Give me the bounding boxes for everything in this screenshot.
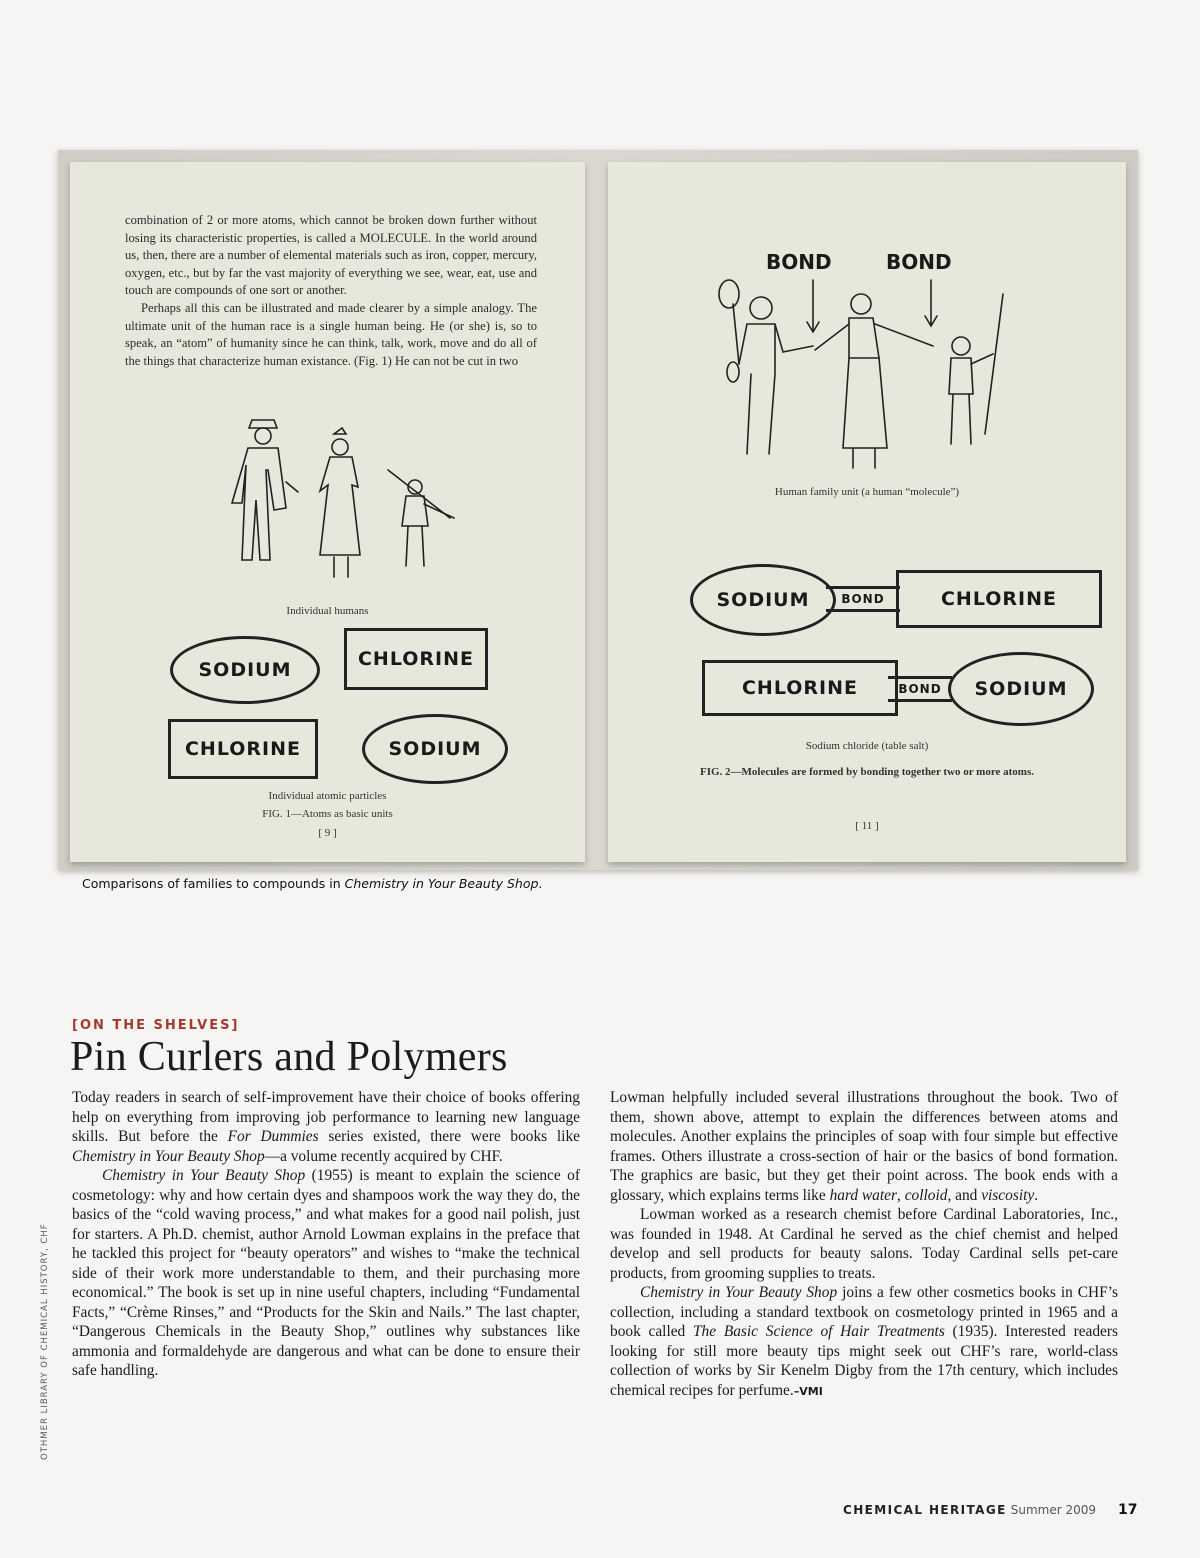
col2-paragraph-1 — [610, 1088, 1118, 1205]
molecule-2-sodium: SODIUM — [948, 652, 1094, 726]
photo-caption-prefix: Comparisons of families to compounds in — [82, 876, 345, 891]
text-run: —a volume recently acquired by CHF. — [264, 1147, 503, 1165]
photo-caption — [82, 876, 542, 891]
text-run: series existed, there were books like — [318, 1128, 580, 1145]
molecule-1-sodium: SODIUM — [690, 564, 836, 636]
photo-credit-text: OTHMER LIBRARY OF CHEMICAL HISTORY, CHF — [40, 1223, 50, 1460]
text-run: joins a few other cosmetics books in CHF’s collection, including a standard textbook on cosmetology printed in 1965 and a book called — [610, 1284, 1118, 1340]
text-run: (1935). Interested readers looking for still more beauty tips might seek out CHF’s rare, world-class collection of works by Sir Kenelm Digby from the 17th century, which includes chemical recipes for perfume. — [610, 1323, 1119, 1399]
text-run: , and — [947, 1186, 982, 1204]
text-run: Today readers in search of self-improvement have their choice of books offering help on everything from improving job performance to learning new language skills. But before the — [72, 1089, 580, 1145]
page-footer — [843, 1502, 1137, 1518]
issue-date: Summer 2009 — [1010, 1503, 1096, 1517]
booklet-left-paragraph-1: combination of 2 or more atoms, which cannot be broken down further without losing its characteristic properties, is called a MOLECULE. In the world around us, then, there are a number of elemental materials such as iron, copper, mercury, oxygen, etc., but by far the vast majority of everything we see, wear, eat, use and touch are compounds of one sort or another. — [125, 213, 537, 298]
italic-term: viscosity — [981, 1186, 1035, 1204]
text-run: (1955) is meant to explain the science of cosmetology: why and how certain dyes and shampoos work the way they do, the basics of the “cold waving process,” and what makes for a good nail polish, just for starters. A Ph.D. chemist, author Arnold Lowman explains in the preface that he tackled this project for “beauty operators” and wishes to “make the technical side of their work more understandable to them, and their purchasing more economical.” The book is set up in nine useful chapters, including “Fundamental Facts,” “Crème Rinses,” and “Products for the Skin and Nails.” The last chapter, “Dangerous Chemicals in the Beauty Shop,” outlines why substances like ammonia and formaldehyde are dangerous and what can be done to ensure their safe handling. — [72, 1167, 580, 1379]
italic-term: colloid — [904, 1186, 948, 1204]
molecule-chlorine-sodium — [702, 652, 1102, 724]
author-signature: –VMI — [793, 1384, 823, 1398]
page-number: 17 — [1118, 1502, 1138, 1518]
booklet-left-paragraph-2: Perhaps all this can be illustrated and made clearer by a simple analogy. The ultimate unit of the human race is a single human being. He (or she) is, so to speak, an “atom” of humanity since he can think, talk, work, move and do all of the things that characterize human existance. (Fig. 1) He can not be cut in two — [125, 300, 537, 368]
left-page-number: [ 9 ] — [318, 827, 337, 839]
right-page-number: [ 11 ] — [855, 820, 879, 832]
article-column-1 — [72, 1088, 580, 1381]
human-family-caption: Human family unit (a human “molecule”) — [774, 486, 960, 498]
italic-title: Chemistry in Your Beauty Shop — [640, 1284, 838, 1301]
text-run: . — [1034, 1186, 1039, 1204]
molecule-2-bond: BOND — [888, 676, 952, 702]
molecule-sodium-chlorine — [690, 564, 1090, 634]
article-column-2 — [610, 1088, 1118, 1401]
booklet-page-right — [608, 162, 1126, 862]
individual-humans-caption: Individual humans — [286, 605, 369, 617]
photo-caption-book-title: Chemistry in Your Beauty Shop — [344, 876, 539, 891]
molecule-1-chlorine: CHLORINE — [896, 570, 1102, 628]
text-run: , — [896, 1186, 905, 1204]
sodium-oval-1: SODIUM — [170, 636, 320, 704]
individual-humans-illustration — [210, 412, 480, 602]
italic-title: The Basic Science of Hair Treatments — [693, 1323, 945, 1340]
human-family-illustration — [703, 274, 1033, 484]
molecule-1-bond: BOND — [826, 586, 900, 612]
sodium-chloride-caption: Sodium chloride (table salt) — [805, 740, 929, 752]
italic-term: hard water — [829, 1186, 897, 1204]
text-run: Lowman helpfully included several illustrations throughout the book. Two of them, shown above, attempt to explain the differences between atoms and molecules. Another explains the principles of soap with four simple but effective frames. Others illustrate a cross-section of hair or the basics of bond formation. The graphics are basic, but they get their point across. The book ends with a glossary, which explains terms like — [610, 1089, 1118, 1204]
chlorine-box-1: CHLORINE — [344, 628, 488, 690]
bond-label-1: BOND — [766, 250, 832, 274]
col1-paragraph-1 — [72, 1088, 580, 1166]
italic-title: Chemistry in Your Beauty Shop — [102, 1167, 306, 1184]
fig2-caption: FIG. 2—Molecules are formed by bonding together two or more atoms. — [699, 766, 1035, 778]
molecule-2-chlorine: CHLORINE — [702, 660, 898, 716]
photo-credit-vertical — [38, 1075, 52, 1460]
chlorine-box-2: CHLORINE — [168, 719, 318, 779]
col1-paragraph-2 — [72, 1166, 580, 1381]
booklet-page-left — [70, 162, 585, 862]
section-tag: [ON THE SHELVES] — [72, 1018, 240, 1033]
booklet-photo — [58, 150, 1138, 870]
magazine-name: CHEMICAL HERITAGE — [843, 1503, 1007, 1517]
article-headline: Pin Curlers and Polymers — [70, 1034, 508, 1080]
italic-title: For Dummies — [227, 1128, 319, 1145]
sodium-oval-2: SODIUM — [362, 714, 508, 784]
fig1-caption: FIG. 1—Atoms as basic units — [262, 808, 393, 820]
col2-paragraph-2: Lowman worked as a research chemist before Cardinal Laboratories, Inc., was founded in 1948. At Cardinal he served as the chief chemist and helped develop and sell products for beauty salons. Today Cardinal sells pet-care products, from grooming supplies to treats. — [610, 1206, 1118, 1282]
atomic-particles-caption: Individual atomic particles — [268, 790, 387, 802]
col2-paragraph-3 — [610, 1283, 1118, 1401]
bond-label-2: BOND — [886, 250, 952, 274]
booklet-left-text — [125, 212, 537, 370]
italic-title: Chemistry in Your Beauty Shop — [72, 1147, 265, 1165]
photo-caption-suffix: . — [538, 876, 543, 891]
